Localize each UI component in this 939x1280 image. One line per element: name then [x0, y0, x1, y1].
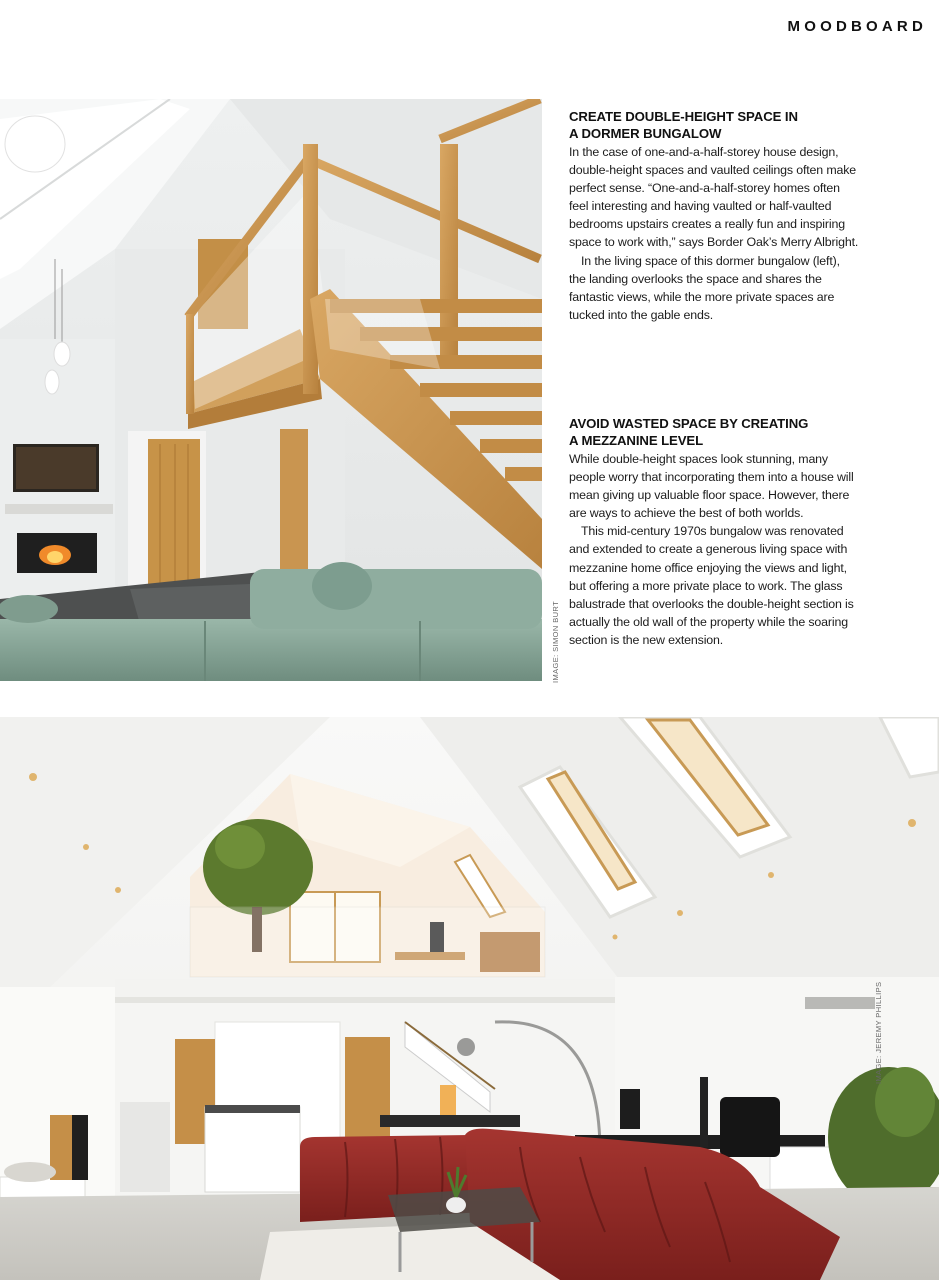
- article-heading: [569, 108, 859, 142]
- heading-line-1: CREATE DOUBLE-HEIGHT SPACE IN: [569, 109, 798, 124]
- article-paragraph-1: While double-height spaces look stunning, many people worry that incorporating them into a house will mean giving up valuable floor space. However, there are ways to achieve the best of both worlds.: [569, 452, 854, 521]
- article-mezzanine-level: [569, 415, 859, 649]
- article-paragraph-2: This mid-century 1970s bungalow was renovated and extended to create a generous living space with mezzanine home office enjoying the views and light, but offering a more private place to work. The glass balustrade that overlooks the double-height section is actually the old wall of the property while the soaring section is the new extension.: [569, 524, 854, 647]
- article-heading: [569, 415, 859, 449]
- photo-credit-bottom: IMAGE: JEREMY PHILLIPS: [874, 981, 883, 1084]
- staircase-photo: [0, 99, 542, 681]
- heading-line-2: A MEZZANINE LEVEL: [569, 433, 704, 448]
- photo-credit-top: IMAGE: SIMON BURT: [551, 600, 560, 683]
- article-paragraph-2: In the living space of this dormer bungalow (left), the landing overlooks the space and shares the fantastic views, while the more private spaces are tucked into the gable ends.: [569, 253, 840, 322]
- article-paragraph-1: In the case of one-and-a-half-storey house design, double-height spaces and vaulted ceilings often make perfect sense. “One-and-a-half-storey homes often feel interesting and having vaulted or half-vaulted bedrooms upstairs creates a really fun and inspiring space to work with,” says Border Oak’s Merry Albright.: [569, 145, 859, 250]
- section-title: MOODBOARD: [787, 18, 927, 35]
- mezzanine-living-photo: [0, 717, 939, 1280]
- heading-line-1: AVOID WASTED SPACE BY CREATING: [569, 416, 809, 431]
- article-dormer-bungalow: [569, 108, 859, 324]
- heading-line-2: A DORMER BUNGALOW: [569, 126, 722, 141]
